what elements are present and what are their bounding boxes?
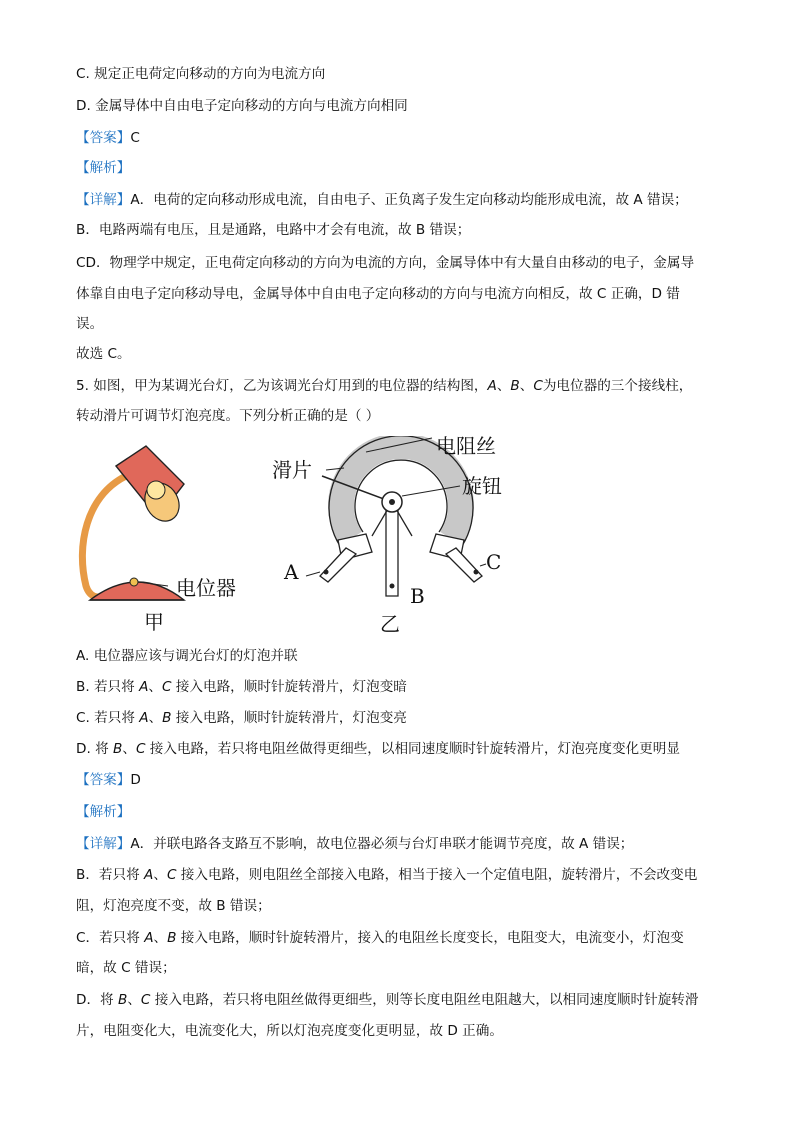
analysis-tag: 【解析】: [76, 160, 131, 176]
answer-tag: 【答案】: [76, 130, 131, 146]
answer-tag-2: 【答案】: [76, 772, 131, 788]
detail-line-2: B．电路两端有电压，且是通路，电路中才会有电流，故 B 错误；: [76, 222, 471, 238]
choice-line: 故选 C。: [76, 346, 131, 362]
answer-line-2: [76, 770, 141, 790]
answer-value-2: D: [130, 772, 141, 788]
detail2-line-1: 【详解】A．并联电路各支路互不影响，故电位器必须与台灯串联才能调节亮度，故 A 错误；: [76, 836, 634, 852]
detail-line-1: 【详解】A．电荷的定向移动形成电流，自由电子、正负离子发生定向移动均能形成电流，故 A 错误；: [76, 192, 688, 208]
option-a: A. 电位器应该与调光台灯的灯泡并联: [76, 648, 298, 664]
question-5-stem-2: 转动滑片可调节灯泡亮度。下列分析正确的是（ ）: [76, 408, 380, 424]
option-d: D. 将 B、C 接入电路，若只将电阻丝做得更细些，以相同速度顺时针旋转滑片，灯泡亮度变化更明显: [76, 741, 680, 757]
desk-lamp-icon: [82, 446, 185, 600]
detail-line-3: CD．物理学中规定，正电荷定向移动的方向为电流的方向，金属导体中有大量自由移动的电子，金属导: [76, 255, 695, 271]
option-d-prev: D. 金属导体中自由电子定向移动的方向与电流方向相同: [76, 98, 408, 114]
wire-label: 电阻丝: [436, 434, 496, 458]
potentiometer-icon: [306, 436, 486, 596]
detail2-line-6: D．将 B、C 接入电路，若只将电阻丝做得更细些，则等长度电阻丝电阻越大，以相同速度顺时针旋转滑: [76, 992, 699, 1008]
lamp-label: 电位器: [176, 576, 236, 600]
knob-label: 旋钮: [462, 474, 502, 498]
answer-value: C: [130, 130, 140, 146]
lamp-caption: 甲: [144, 610, 164, 634]
detail2-line-7: 片，电阻变化大，电流变化大，所以灯泡亮度变化更明显，故 D 正确。: [76, 1023, 503, 1039]
option-c-prev: C. 规定正电荷定向移动的方向为电流方向: [76, 66, 326, 82]
terminal-a-label: A: [284, 560, 299, 584]
option-c: C. 若只将 A、B 接入电路，顺时针旋转滑片，灯泡变亮: [76, 710, 407, 726]
detail2-line-3: 阻，灯泡亮度不变，故 B 错误；: [76, 898, 271, 914]
answer-line: [76, 128, 140, 148]
terminal-c-label: C: [486, 550, 502, 574]
analysis-tag-2: 【解析】: [76, 804, 131, 820]
detail-tag: 【详解】: [76, 192, 131, 208]
pot-caption: 乙: [380, 612, 400, 636]
detail-line-4: 体靠自由电子定向移动导电，金属导体中自由电子定向移动的方向与电流方向相反，故 C 正确，D 错: [76, 286, 680, 302]
slider-label: 滑片: [272, 458, 312, 482]
detail-line-5: 误。: [76, 316, 104, 332]
option-b: B. 若只将 A、C 接入电路，顺时针旋转滑片，灯泡变暗: [76, 679, 407, 695]
detail2-line-4: C．若只将 A、B 接入电路，顺时针旋转滑片，接入的电阻丝长度变长，电阻变大，电流变小，灯泡变: [76, 930, 684, 946]
detail2-line-2: B．若只将 A、C 接入电路，则电阻丝全部接入电路，相当于接入一个定值电阻，旋转滑片，不会改变电: [76, 867, 698, 883]
terminal-b-label: B: [410, 584, 425, 608]
question-figure: [76, 436, 536, 636]
detail2-line-5: 暗，故 C 错误；: [76, 960, 176, 976]
question-5-stem: 5. 如图，甲为某调光台灯，乙为该调光台灯用到的电位器的结构图，A、B、C为电位器的三个接线柱，: [76, 378, 693, 394]
